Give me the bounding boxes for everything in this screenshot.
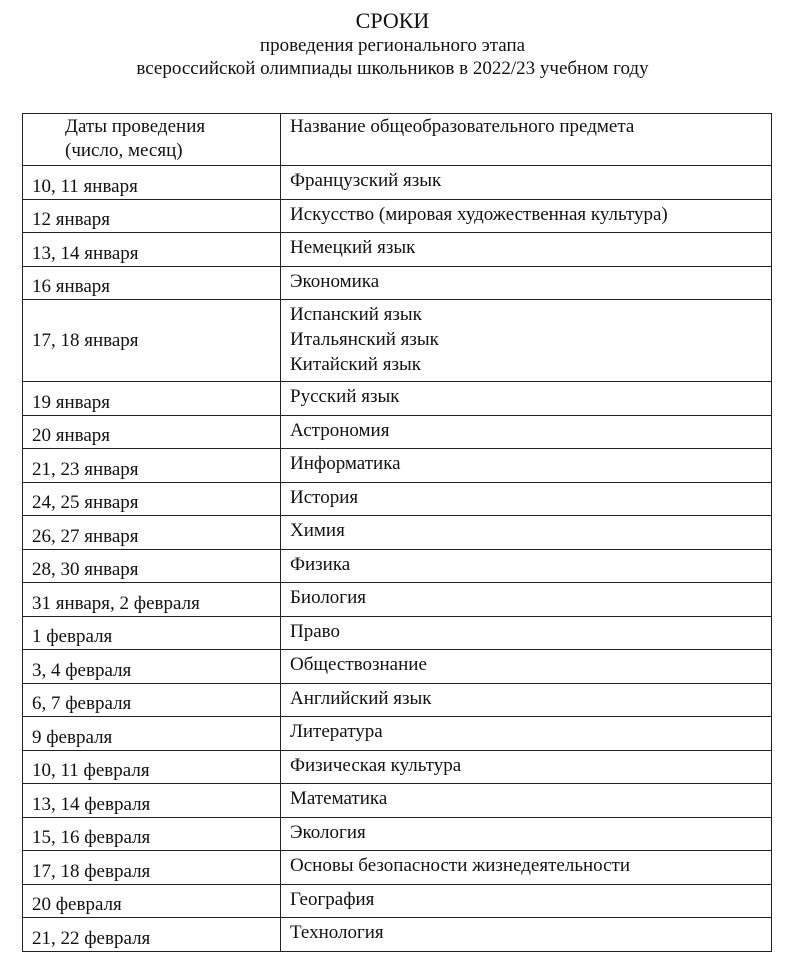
table-row [23,449,772,483]
table-row [23,884,772,918]
date-cell: 13, 14 февраля [23,784,281,818]
subject-name: Право [290,620,340,642]
subject-cell [281,583,772,617]
subject-name: Математика [290,788,388,809]
subject-cell [281,382,772,416]
subject-name: Технология [290,922,384,943]
table-row [23,266,772,300]
date-cell: 24, 25 января [23,482,281,516]
date-cell: 10, 11 января [23,166,281,200]
subject-cell [281,750,772,784]
subject-name: Физическая культура [290,754,462,776]
subject-name: Искусство (мировая художественная культура) [290,203,668,225]
table-row [23,233,772,267]
table-row [23,616,772,650]
subject-cell [281,784,772,818]
column-header-dates: Даты проведения (число, месяц) [23,114,281,166]
subject-name: Экономика [290,270,380,292]
table-row [23,817,772,851]
date-cell: 9 февраля [23,717,281,751]
subject-cell [281,851,772,885]
subject-name: Литература [290,721,383,742]
subject-name: История [290,486,359,508]
date-cell: 17, 18 января [23,300,281,382]
date-cell: 12 января [23,199,281,233]
document-header [0,8,785,80]
subject-name: Немецкий язык [290,237,416,258]
subject-name: Французский язык [290,170,442,191]
subject-name: Основы безопасности жизнедеятельности [290,855,631,876]
date-cell: 20 февраля [23,884,281,918]
table-row [23,918,772,952]
table-row [23,851,772,885]
date-cell: 10, 11 февраля [23,750,281,784]
subject-cell [281,717,772,751]
subject-cell [281,449,772,483]
document-title: СРОКИ [355,8,430,33]
date-cell: 19 января [23,382,281,416]
date-cell: 17, 18 февраля [23,851,281,885]
table-body [23,166,772,952]
subject-cell [281,415,772,449]
olympiad-schedule-table [22,113,772,952]
subject-name: Английский язык [290,687,432,709]
subject-cell [281,683,772,717]
subject-cell [281,884,772,918]
subject-cell [281,516,772,550]
table-row [23,784,772,818]
date-cell: 26, 27 января [23,516,281,550]
date-cell: 21, 22 февраля [23,918,281,952]
date-cell: 6, 7 февраля [23,683,281,717]
date-cell: 13, 14 января [23,233,281,267]
subject-name: Обществознание [290,654,427,675]
subject-cell [281,233,772,267]
subject-cell [281,549,772,583]
column-header-subject: Название общеобразовательного предмета [281,114,772,166]
table-row [23,300,772,382]
date-cell: 15, 16 февраля [23,817,281,851]
subject-cell [281,482,772,516]
subject-name: География [290,888,375,910]
table-row [23,415,772,449]
subject-name: Китайский язык [290,354,421,375]
date-cell: 3, 4 февраля [23,650,281,684]
table-row [23,683,772,717]
table-row [23,382,772,416]
subject-name: Астрономия [290,419,390,441]
table-row [23,750,772,784]
date-cell: 28, 30 января [23,549,281,583]
table-row [23,482,772,516]
document-subtitle-line2: всероссийской олимпиады школьников в 2022/23 учебном году [136,58,649,79]
subject-cell [281,266,772,300]
subject-cell [281,616,772,650]
table-header-row [23,114,772,166]
table-row [23,717,772,751]
document-subtitle-line1: проведения регионального этапа [259,35,526,56]
date-cell: 21, 23 января [23,449,281,483]
subject-cell [281,918,772,952]
subject-name: Испанский язык [290,304,422,325]
date-cell: 20 января [23,415,281,449]
subject-name: Русский язык [290,386,400,407]
subject-cell [281,300,772,382]
table-row [23,166,772,200]
subject-name: Химия [290,520,345,541]
subject-name: Информатика [290,453,401,474]
subject-cell [281,166,772,200]
table-row [23,199,772,233]
subject-cell [281,650,772,684]
subject-name: Физика [290,553,351,575]
date-cell: 1 февраля [23,616,281,650]
table-row [23,650,772,684]
subject-cell [281,817,772,851]
subject-cell [281,199,772,233]
table-row [23,583,772,617]
table-row [23,516,772,550]
subject-name: Биология [290,587,367,608]
subject-name: Итальянский язык [290,329,439,350]
date-cell: 16 января [23,266,281,300]
table-row [23,549,772,583]
date-cell: 31 января, 2 февраля [23,583,281,617]
subject-name: Экология [290,821,366,843]
